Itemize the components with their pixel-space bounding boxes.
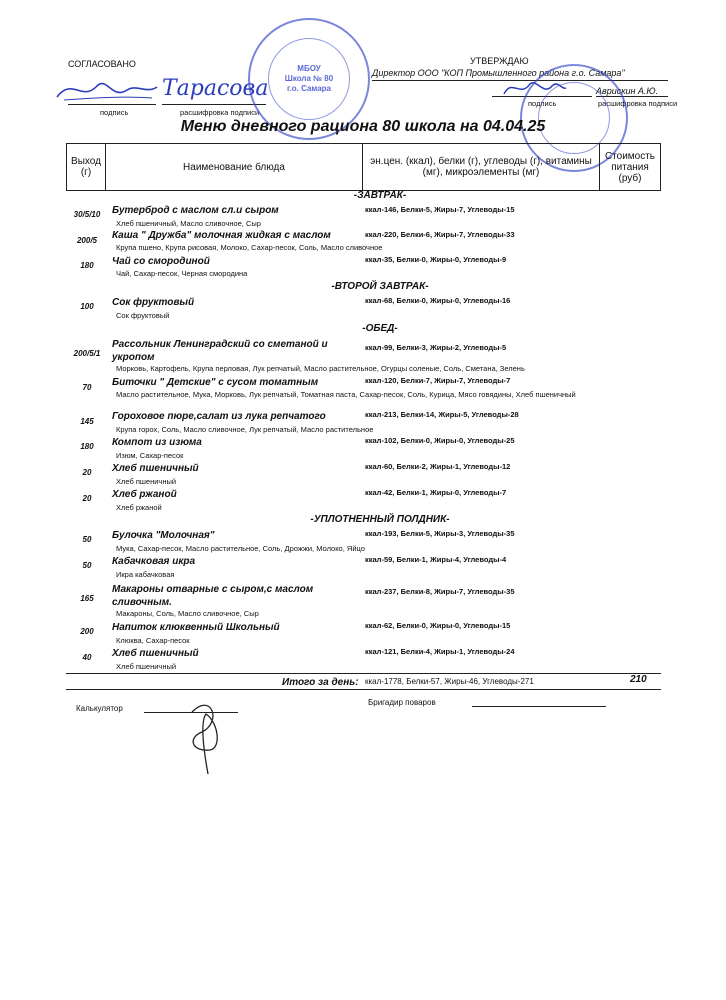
dish-nutrition: ккал-213, Белки-14, Жиры-5, Углеводы-28 — [365, 410, 519, 419]
dish-nutrition: ккал-99, Белки-3, Жиры-2, Углеводы-5 — [365, 343, 507, 352]
dish-ingredients: Изюм, Сахар-песок — [116, 451, 184, 460]
dish-out: 200/5 — [76, 236, 98, 245]
page-title: Меню дневного рациона 80 школа на 04.04.25 — [180, 118, 546, 135]
dish-nutrition: ккал-59, Белки-1, Жиры-4, Углеводы-4 — [365, 555, 507, 564]
dish-nutrition: ккал-68, Белки-0, Жиры-0, Углеводы-16 — [365, 296, 511, 305]
header-col-price: Стоимость питания (руб) — [599, 143, 661, 191]
dish-name: Биточки " Детские" с сусом томатным — [112, 377, 319, 388]
dish-nutrition: ккал-42, Белки-1, Жиры-0, Углеводы-7 — [365, 488, 507, 497]
dish-name: Напиток клюквенный Школьный — [112, 622, 280, 633]
approval-left-label: СОГЛАСОВАНО — [68, 59, 136, 69]
dish-out: 180 — [80, 442, 94, 451]
right-name-caption: расшифровка подписи — [598, 99, 678, 108]
left-sig2-caption: расшифровка подписи — [180, 108, 260, 117]
header-col-out: Выход (г) — [66, 143, 106, 191]
dish-out: 100 — [80, 302, 94, 311]
dish-out: 200/5/1 — [73, 349, 101, 358]
dish-name: Чай со смородиной — [112, 256, 210, 267]
dish-ingredients: Хлеб пшеничный, Масло сливочное, Сыр — [116, 219, 261, 228]
dish-out: 40 — [82, 653, 92, 662]
dish-name: Булочка "Молочная" — [112, 530, 215, 541]
dish-name: Гороховое пюре,салат из лука репчатого — [112, 411, 326, 422]
dish-name: Хлеб пшеничный — [112, 463, 199, 474]
total-nutrition: ккал-1778, Белки-57, Жиры-46, Углеводы-271 — [365, 677, 534, 686]
dish-out: 50 — [82, 535, 92, 544]
section-title: -ЗАВТРАК- — [353, 190, 407, 201]
dish-ingredients: Хлеб ржаной — [116, 503, 162, 512]
dish-nutrition: ккал-120, Белки-7, Жиры-7, Углеводы-7 — [365, 376, 511, 385]
stamp-line-1: МБОУ — [297, 64, 321, 73]
dish-ingredients: Чай, Сахар-песок, Черная смородина — [116, 269, 248, 278]
dish-ingredients: Макароны, Соль, Масло сливочное, Сыр — [116, 609, 259, 618]
dish-nutrition: ккал-146, Белки-5, Жиры-7, Углеводы-15 — [365, 205, 515, 214]
dish-name: Сок фруктовый — [112, 297, 195, 308]
section-title: -УПЛОТНЕННЫЙ ПОЛДНИК- — [310, 514, 450, 525]
calculator-signature — [182, 692, 232, 776]
dish-name: Рассольник Ленинградский со сметаной и укропом — [112, 339, 328, 363]
dish-nutrition: ккал-102, Белки-0, Жиры-0, Углеводы-25 — [365, 436, 515, 445]
left-signature-name: Тарасова — [162, 76, 269, 101]
brigadier-label: Бригадир поваров — [368, 698, 436, 707]
dish-ingredients: Морковь, Картофель, Крупа перловая, Лук репчатый, Масло растительное, Огурцы соленые, Соль, Сметана, Зелень — [116, 364, 525, 373]
dish-out: 180 — [80, 261, 94, 270]
right-name: Аврискин А.Ю. — [596, 86, 659, 96]
right-sig-caption: подпись — [528, 99, 557, 108]
dish-out: 50 — [82, 561, 92, 570]
dish-nutrition: ккал-60, Белки-2, Жиры-1, Углеводы-12 — [365, 462, 511, 471]
dish-out: 70 — [82, 383, 92, 392]
dish-out: 165 — [80, 594, 94, 603]
dish-out: 20 — [82, 494, 92, 503]
header-col-name: Наименование блюда — [105, 143, 363, 191]
dish-name: Бутерброд с маслом сл.и сыром — [112, 205, 279, 216]
approval-right-label: УТВЕРЖДАЮ — [470, 56, 529, 66]
dish-ingredients: Сок фруктовый — [116, 311, 170, 320]
dish-nutrition: ккал-62, Белки-0, Жиры-0, Углеводы-15 — [365, 621, 511, 630]
total-label: Итого за день: — [282, 677, 359, 688]
dish-out: 200 — [80, 627, 94, 636]
dish-ingredients: Хлеб пшеничный — [116, 477, 177, 486]
dish-name: Макароны отварные с сыром,с маслом сливочным. — [112, 584, 314, 608]
left-sig1-caption: подпись — [100, 108, 129, 117]
dish-out: 145 — [80, 417, 94, 426]
left-signature-1 — [52, 72, 162, 108]
dish-name: Компот из изюма — [112, 437, 202, 448]
approval-right-position: Директор ООО "КОП Промышленного района г.о. Самара" — [372, 68, 625, 78]
dish-nutrition: ккал-193, Белки-5, Жиры-3, Углеводы-35 — [365, 529, 515, 538]
dish-nutrition: ккал-237, Белки-8, Жиры-7, Углеводы-35 — [365, 587, 515, 596]
section-title: -ВТОРОЙ ЗАВТРАК- — [331, 281, 429, 292]
dish-ingredients: Мука, Сахар-песок, Масло растительное, Соль, Дрожжи, Молоко, Яйцо — [116, 544, 365, 553]
dish-ingredients: Крупа горох, Соль, Масло сливочное, Лук репчатый, Масло растительное — [116, 425, 374, 434]
dish-out: 30/5/10 — [73, 210, 101, 219]
header-col-nutrition: эн.цен. (ккал), белки (г), углеводы (г), витамины (мг), микроэлементы (мг) — [362, 143, 600, 191]
dish-nutrition: ккал-220, Белки-6, Жиры-7, Углеводы-33 — [365, 230, 515, 239]
dish-out: 20 — [82, 468, 92, 477]
dish-nutrition: ккал-121, Белки-4, Жиры-1, Углеводы-24 — [365, 647, 515, 656]
dish-name: Каша " Дружба" молочная жидкая с маслом — [112, 230, 331, 241]
total-price: 210 — [630, 674, 647, 685]
section-title: -ОБЕД- — [362, 323, 398, 334]
stamp-line-3: г.о. Самара — [286, 84, 331, 93]
dish-name: Хлеб пшеничный — [112, 648, 199, 659]
dish-ingredients: Клюква, Сахар-песок — [116, 636, 190, 645]
dish-name: Хлеб ржаной — [112, 489, 177, 500]
dish-nutrition: ккал-35, Белки-0, Жиры-0, Углеводы-9 — [365, 255, 507, 264]
dish-ingredients: Масло растительное, Мука, Морковь, Лук репчатый, Томатная паста, Сахар-песок, Соль, Курица, Мясо говядины, Хлеб пшеничный — [116, 390, 576, 399]
dish-name: Кабачковая икра — [112, 556, 196, 567]
dish-ingredients: Икра кабачковая — [116, 570, 175, 579]
dish-ingredients: Крупа пшено, Крупа рисовая, Молоко, Сахар-песок, Соль, Масло сливочное — [116, 243, 383, 252]
calculator-label: Калькулятор — [76, 704, 123, 713]
dish-ingredients: Хлеб пшеничный — [116, 662, 177, 671]
stamp-line-2: Школа № 80 — [284, 74, 334, 83]
